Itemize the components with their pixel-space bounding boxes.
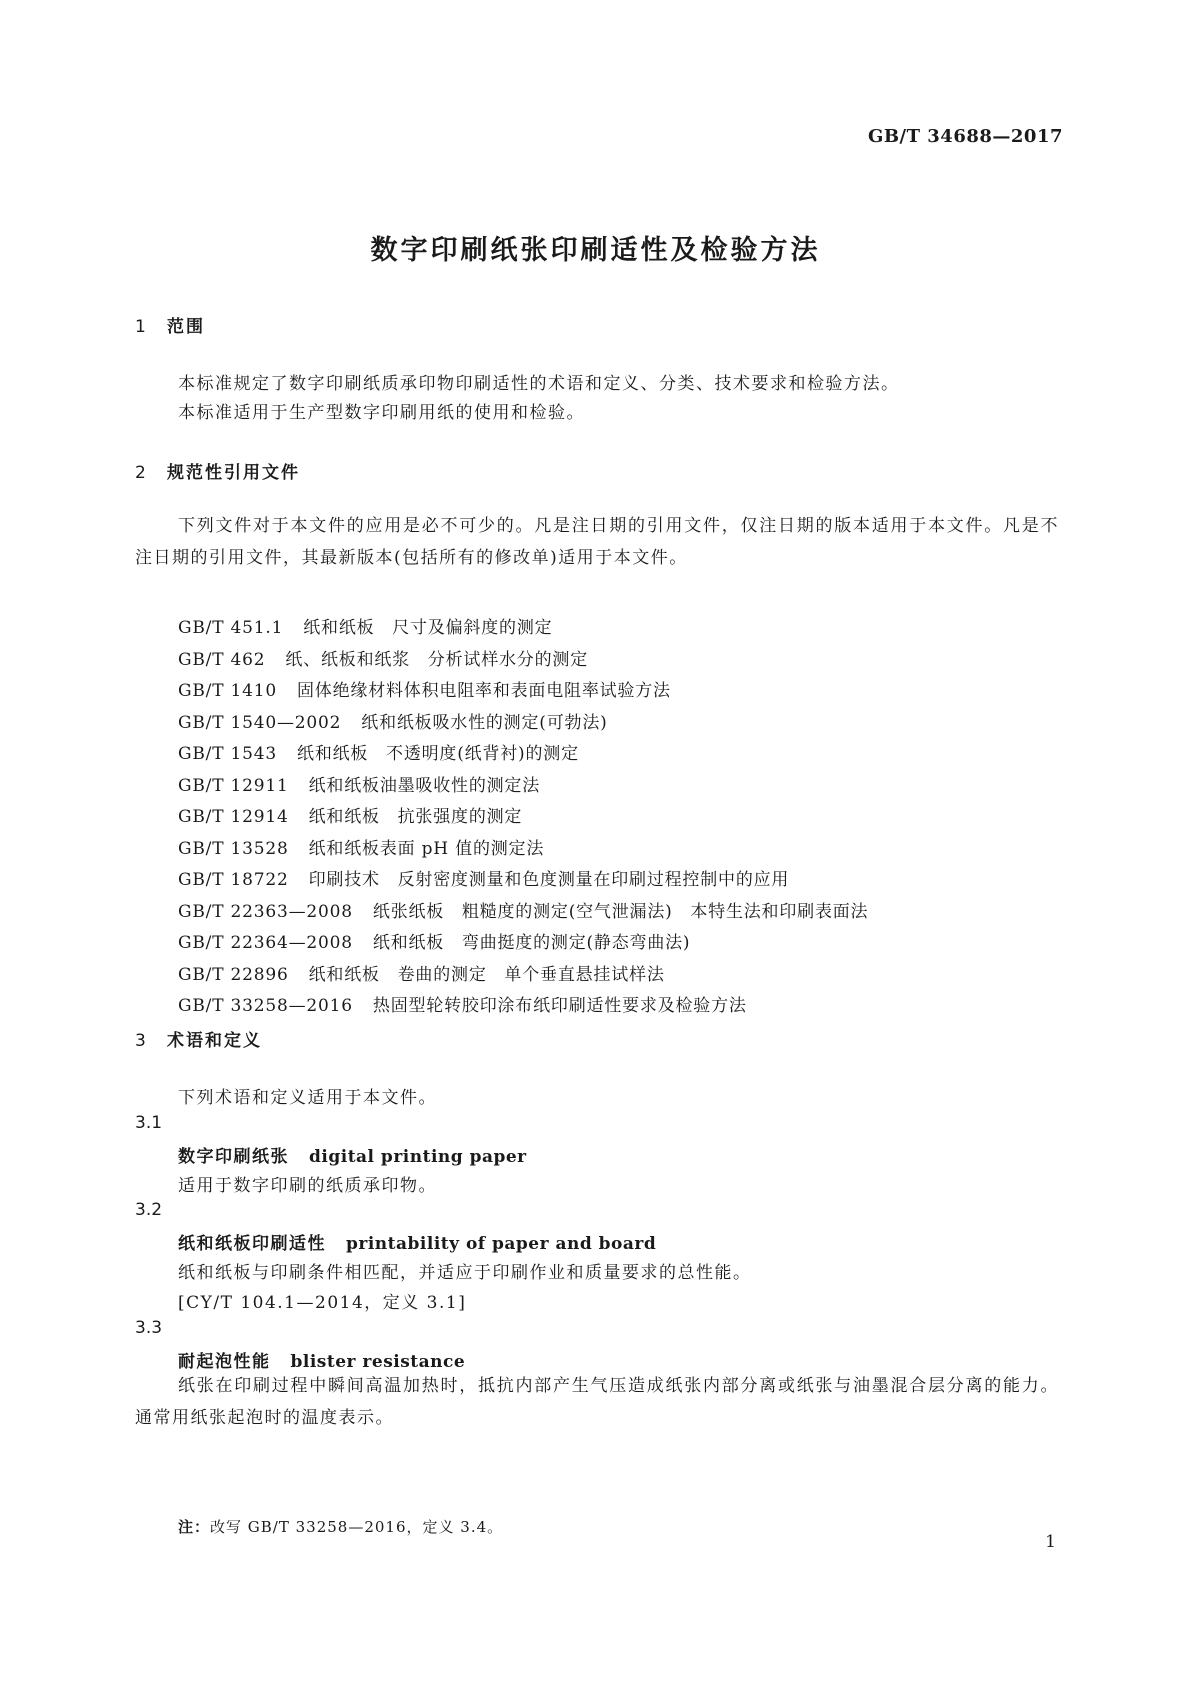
reference-title: 热固型轮转胶印涂布纸印刷适性要求及检验方法 [372,996,747,1016]
reference-title: 纸和纸板吸水性的测定(可勃法) [361,712,608,733]
document-title: 数字印刷纸张印刷适性及检验方法 [370,235,821,266]
section-title: 术语和定义 [167,1031,262,1051]
section-number: 2 [135,463,148,483]
section-number: 1 [135,317,148,337]
term-name-cn: 数字印刷纸张 [178,1147,289,1167]
reference-item [178,676,868,708]
reference-item [178,928,868,960]
section-heading-scope [135,312,205,337]
reference-item [178,645,868,677]
reference-title: 纸、纸板和纸浆 分析试样水分的测定 [285,649,588,670]
note-text: 改写 GB/T 33258—2016，定义 3.4。 [210,1518,504,1536]
reference-item [178,897,868,929]
reference-item [178,960,868,992]
reference-item [178,708,868,740]
terms-intro: 下列术语和定义适用于本文件。 [178,1088,437,1108]
reference-item [178,771,868,803]
reference-title: 固体绝缘材料体积电阻率和表面电阻率试验方法 [297,681,671,701]
reference-code: GB/T 1543 [178,744,278,764]
reference-code: GB/T 18722 [178,870,289,890]
reference-code: GB/T 451.1 [178,618,284,638]
section-title: 规范性引用文件 [167,463,300,483]
term-name [178,1229,656,1254]
section-title: 范围 [167,317,205,337]
reference-code: GB/T 12911 [178,775,289,796]
reference-title: 纸和纸板 不透明度(纸背衬)的测定 [297,744,579,764]
term-source: [CY/T 104.1—2014，定义 3.1] [178,1293,467,1313]
scope-paragraph: 本标准适用于生产型数字印刷用纸的使用和检验。 [178,403,585,423]
term-number: 3.2 [135,1200,163,1220]
reference-title: 纸和纸板 抗张强度的测定 [308,807,523,827]
reference-title: 纸和纸板表面 pH 值的测定法 [308,838,545,859]
term-definition: 适用于数字印刷的纸质承印物。 [178,1176,437,1196]
reference-item [178,802,868,834]
term-name-cn: 耐起泡性能 [178,1352,271,1372]
references-intro: 下列文件对于本文件的应用是必不可少的。凡是注日期的引用文件，仅注日期的版本适用于本文件。凡是不注日期的引用文件，其最新版本(包括所有的修改单)适用于本文件。 [135,516,1059,568]
term-note [178,1516,503,1537]
reference-title: 印刷技术 反射密度测量和色度测量在印刷过程控制中的应用 [308,870,790,890]
reference-title: 纸和纸板 弯曲挺度的测定(静态弯曲法) [372,933,691,953]
reference-item [178,865,868,897]
reference-code: GB/T 12914 [178,807,289,827]
reference-item [178,834,868,866]
reference-code: GB/T 22364—2008 [178,933,353,953]
reference-item [178,613,868,645]
reference-code: GB/T 1410 [178,681,278,701]
term-name-en: digital printing paper [309,1147,527,1167]
reference-title: 纸张纸板 粗糙度的测定(空气泄漏法) 本特生法和印刷表面法 [372,901,869,922]
reference-title: 纸和纸板 卷曲的测定 单个垂直悬挂试样法 [308,964,665,985]
reference-item [178,739,868,771]
reference-code: GB/T 1540—2002 [178,712,342,733]
term-definition: 纸张在印刷过程中瞬间高温加热时，抵抗内部产生气压造成纸张内部分离或纸张与油墨混合层分离的能力。通常用纸张起泡时的温度表示。 [135,1376,1059,1428]
term-name [178,1142,527,1167]
note-label: 注： [178,1518,211,1536]
reference-title: 纸和纸板油墨吸收性的测定法 [308,775,541,796]
term-name [178,1347,465,1372]
term-name-en: blister resistance [290,1352,466,1372]
section-number: 3 [135,1031,148,1051]
reference-title: 纸和纸板 尺寸及偏斜度的测定 [303,618,553,638]
reference-code: GB/T 462 [178,649,266,670]
term-name-en: printability of paper and board [346,1234,657,1254]
reference-code: GB/T 22896 [178,964,289,985]
term-number: 3.1 [135,1113,163,1133]
reference-list [178,613,868,1023]
scope-paragraph: 本标准规定了数字印刷纸质承印物印刷适性的术语和定义、分类、技术要求和检验方法。 [178,374,900,394]
term-number: 3.3 [135,1318,163,1338]
term-definition: 纸和纸板与印刷条件相匹配，并适应于印刷作业和质量要求的总性能。 [178,1263,752,1283]
section-heading-references [135,458,300,483]
reference-item [178,991,868,1023]
reference-code: GB/T 13528 [178,838,289,859]
reference-code: GB/T 22363—2008 [178,901,353,922]
section-heading-terms [135,1026,262,1051]
term-name-cn: 纸和纸板印刷适性 [178,1234,326,1254]
reference-code: GB/T 33258—2016 [178,996,353,1016]
standard-code: GB/T 34688—2017 [867,126,1063,147]
page-number: 1 [1045,1532,1056,1552]
